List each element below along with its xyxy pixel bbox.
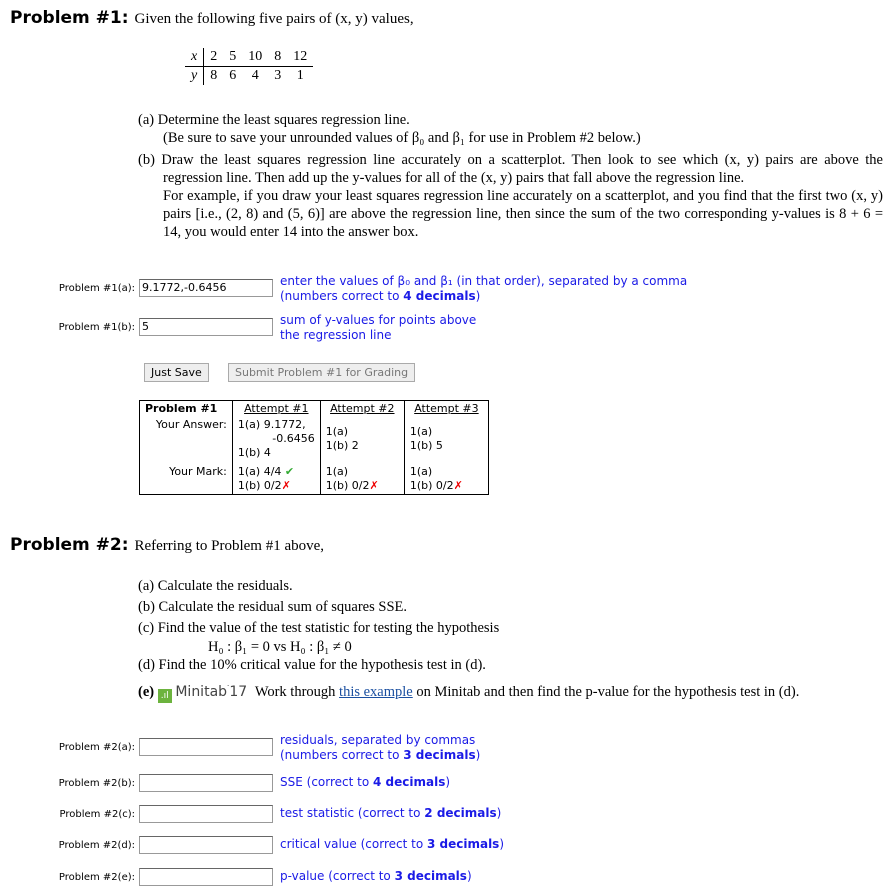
part-e-label: (e) [138,683,155,700]
help-text: (numbers correct to [280,289,404,303]
answer-1a-input[interactable]: 9.1772,-0.6456 [139,279,273,297]
help-text: ) [499,837,505,851]
help-text: ) [445,775,451,789]
help-text: test statistic (correct to [280,806,425,820]
answer-line: 1(a) [325,425,349,438]
attempt-1-header: Attempt #1 [232,401,320,418]
part-e: (e) .ıl Minitab`17 Work through this example on Minitab and then find the p-value for the hypothesis test in (d). [138,683,800,701]
cell: 1 [296,68,304,83]
part-b: (b) Draw the least squares regression line accurately on a scatterplot. Then look to see which (x, y) pairs are above the regression line. Then add up the y-values for all of the (x, y) pairs that fall above the regression line. [138,152,883,186]
answer-2c-input[interactable] [139,805,273,823]
answer-1 [232,417,320,461]
part-b-example: For example, if you draw your least squares regression line accurately on a scatterplot, and you find that the first two (x, y) pairs [i.e., (2, 8) and (5, 6)] are above the regression line, then since the sum of the two corresponding y-values is 8 + 6 = 14, you would enter 14 into the answer box. [163,188,883,240]
minitab-logo-icon: .ıl [158,689,172,703]
attempts-head: Problem #1 [145,402,218,415]
cross-icon: ✗ [369,479,379,492]
submit-button[interactable]: Submit Problem #1 for Grading [228,363,415,382]
help-decimals: 3 decimals [403,748,476,762]
attempts-table [139,400,489,495]
cell: 3 [274,68,282,83]
answer-2 [320,417,404,461]
attempt-3-header: Attempt #3 [404,401,488,418]
help-text: (numbers correct to [280,748,404,762]
help-2b [280,775,450,790]
mark-line: 1(b) 0/2 [237,479,282,492]
part-d: (d) Find the 10% critical value for the hypothesis test in (d). [138,657,486,673]
xy-table [185,48,313,85]
answer-2b-input[interactable] [139,774,273,792]
help-text: the regression line [280,328,392,342]
help-text: ) [475,748,481,762]
problem-2-intro: Referring to Problem #1 above, [134,538,325,554]
field-label: Problem #1(b): [58,322,135,333]
mark-1 [232,461,320,495]
help-2a [280,733,480,763]
answer-line: 1(b) 4 [237,446,271,459]
problem-1-heading [10,8,414,28]
cell: 5 [223,48,242,67]
answer-line: 1(b) 5 [409,439,443,452]
help-decimals: 3 decimals [394,869,467,883]
field-label: Problem #2(a): [58,742,135,753]
field-label: Problem #2(b): [58,778,135,789]
help-text: enter the values of β₀ and β₁ (in that order), separated by a comma [280,274,688,288]
answer-2e-input[interactable] [139,868,273,886]
problem-2-title: Problem #2: [10,535,129,555]
cell: 2 [204,48,224,67]
problem-1-intro: Given the following five pairs of (x, y) values, [134,11,414,27]
help-decimals: 4 decimals [373,775,446,789]
problem-1-parts [138,111,883,241]
part-e-text: Work through [254,683,336,700]
minitab-version: 17 [229,683,248,700]
minitab-name: Minitab [175,683,228,700]
example-link[interactable]: this example [339,683,413,700]
answer-line: 1(a) [409,425,433,438]
part-e-text: on Minitab and then find the p-value for the hypothesis test in (d). [416,683,800,700]
answer-1b-input[interactable]: 5 [139,318,273,336]
help-1a [280,274,687,304]
part-b: (b) Calculate the residual sum of squares SSE. [138,599,407,615]
answer-line: 1(b) 2 [325,439,359,452]
problem-2-heading [10,535,324,555]
help-text: p-value (correct to [280,869,395,883]
mark-line: 1(b) 0/2 [325,479,370,492]
part-c: (c) Find the value of the test statistic for testing the hypothesis [138,620,500,636]
field-label: Problem #2(d): [58,840,135,851]
just-save-button[interactable]: Just Save [144,363,209,382]
cell: 4 [251,68,259,83]
help-2d [280,837,504,852]
y-header: y [185,67,204,86]
mark-line: 1(a) [409,465,433,478]
help-text: ) [466,869,472,883]
help-text: residuals, separated by commas [280,733,476,747]
mark-line: 1(a) 4/4 [237,465,282,478]
help-text: ) [496,806,502,820]
help-2c [280,806,501,821]
help-text: sum of y-values for points above [280,313,477,327]
answer-2a-input[interactable] [139,738,273,756]
help-text: ) [475,289,481,303]
part-a-note: (Be sure to save your unrounded values of β₀ and β₁ for use in Problem #2 below.) [163,130,641,146]
field-label: Problem #2(c): [59,809,135,820]
answer-line: -0.6456 [272,432,315,445]
cross-icon: ✗ [453,479,463,492]
answer-3 [404,417,488,461]
cell: 12 [287,48,313,67]
your-mark-label: Your Mark: [169,465,227,478]
help-text: critical value (correct to [280,837,427,851]
field-label: Problem #2(e): [58,872,135,883]
hypothesis: H₀ : β₁ = 0 vs H₀ : β₁ ≠ 0 [208,639,352,655]
part-a: (a) Calculate the residuals. [138,578,293,594]
help-decimals: 4 decimals [403,289,476,303]
your-answer-label: Your Answer: [155,418,227,431]
field-label: Problem #1(a): [58,283,135,294]
x-header: x [185,48,204,67]
answer-2d-input[interactable] [139,836,273,854]
help-2e [280,869,472,884]
checkmark-icon: ✔ [284,465,295,478]
cell: 10 [242,48,268,67]
help-decimals: 2 decimals [424,806,497,820]
part-a: (a) Determine the least squares regression line. [138,112,410,128]
help-1b [280,313,476,343]
attempt-2-header: Attempt #2 [320,401,404,418]
mark-3 [404,461,488,495]
cell: 8 [268,48,287,67]
cross-icon: ✗ [281,479,291,492]
problem-2-parts [138,576,883,703]
problem-1-title: Problem #1: [10,8,129,28]
help-text: SSE (correct to [280,775,374,789]
mark-line: 1(b) 0/2 [409,479,454,492]
mark-line: 1(a) [325,465,349,478]
mark-2 [320,461,404,495]
cell: 8 [210,68,218,83]
answer-line: 1(a) 9.1772, [237,418,306,431]
cell: 6 [229,68,237,83]
help-decimals: 3 decimals [426,837,500,851]
